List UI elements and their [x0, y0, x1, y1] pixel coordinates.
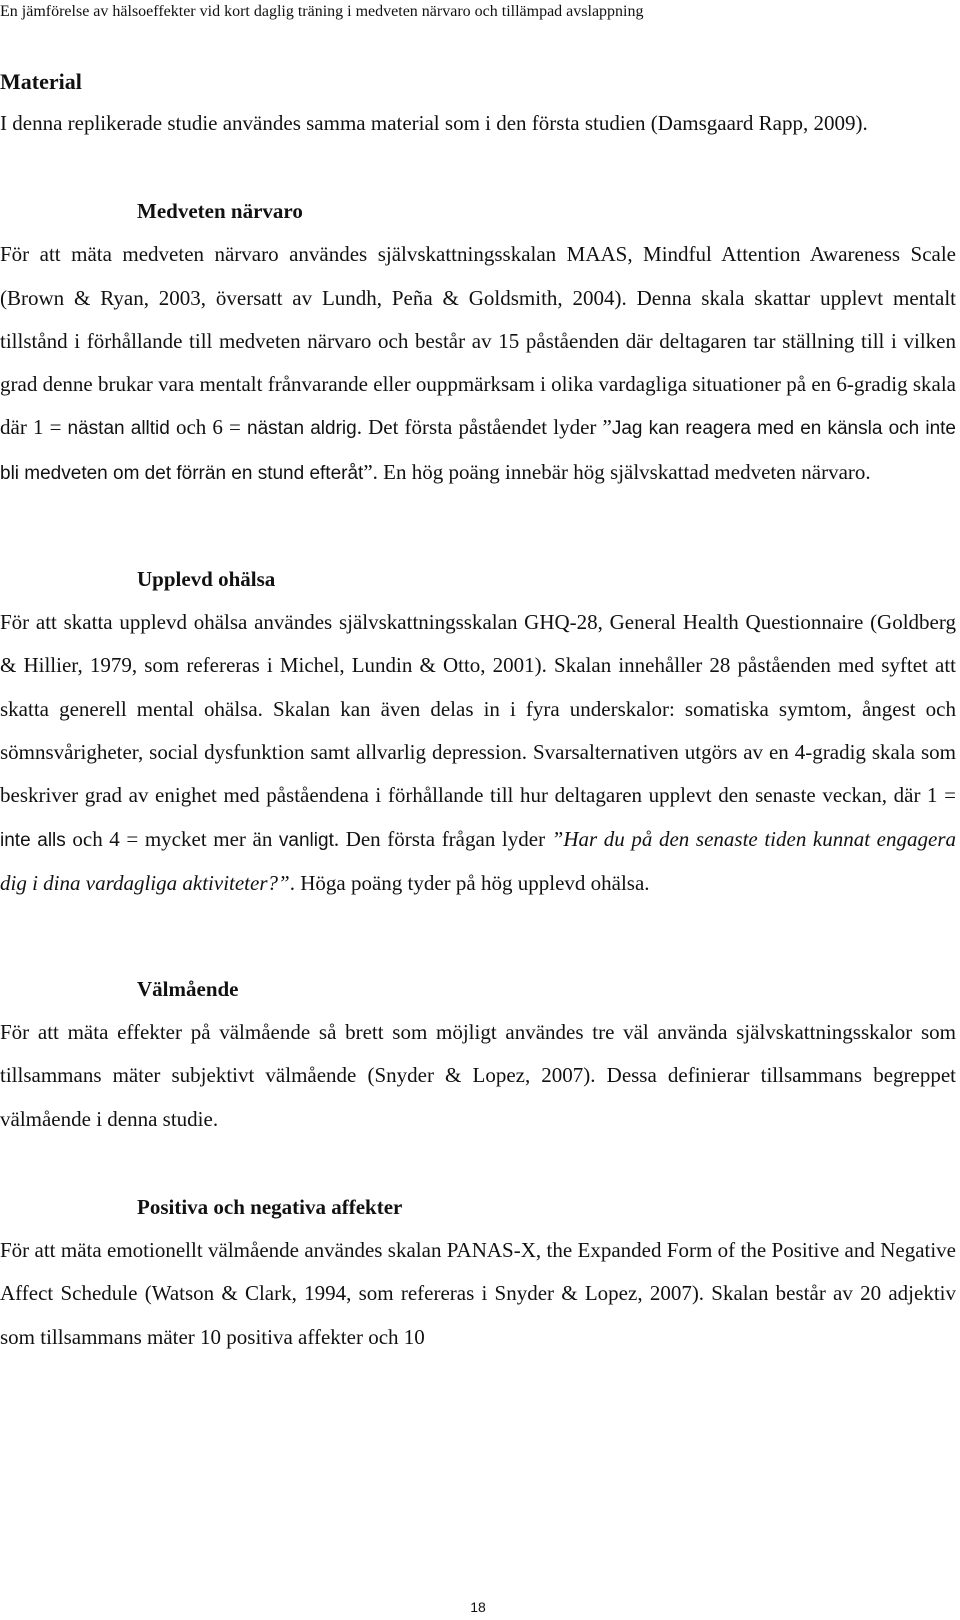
section-heading-mindfulness: Medveten närvaro — [137, 199, 303, 224]
section-heading-affect: Positiva och negativa affekter — [137, 1195, 403, 1220]
text-run: ”. En hög poäng innebär hög självskattad medveten närvaro. — [363, 459, 871, 484]
paragraph-affect: För att mäta emotionellt välmående användes skalan PANAS-X, the Expanded Form of the Positive and Negative Affect Schedule (Watson & Clark, 1994, som refereras i Snyder & Lopez, 2007). Skalan består av 20 adjektiv som tillsammans mäter 10 positiva affekter och 10 — [0, 1238, 956, 1349]
scale-anchor-text: nästan alltid — [67, 418, 170, 440]
section-heading-illhealth: Upplevd ohälsa — [137, 567, 276, 592]
paragraph-illhealth — [0, 601, 956, 905]
text-run: . Den första frågan lyder — [333, 826, 552, 851]
text-run: För att mäta medveten närvaro användes självskattningsskalan MAAS, Mindful Attention Awareness Scale (Brown & Ryan, 2003, översatt av Lundh, Peña & Goldsmith, 2004). Denna skala skattar upplevt mentalt tillstånd i förhållande till medveten närvaro och består av 15 påståenden där deltagaren tar ställning till i vilken grad denne brukar vara mentalt frånvarande eller ouppmärksam i olika vardagliga situationer på en 6-gradig skala där 1 = — [0, 242, 956, 440]
section-illhealth — [0, 557, 956, 905]
document-body — [0, 62, 956, 1359]
section-material — [0, 62, 956, 145]
section-wellbeing — [0, 967, 956, 1141]
page-number: 18 — [470, 1599, 486, 1615]
quoted-item-text: at engagera dig i dina vardagliga aktiviteter?” — [0, 826, 956, 895]
paragraph-material: I denna replikerade studie användes samma material som i den första studien (Damsgaard Rapp, 2009). — [0, 111, 868, 135]
quoted-item-text: Jag kan reagera med en känsla och inte bli medveten om det förrän en stund efteråt — [0, 418, 956, 484]
section-affect — [0, 1185, 956, 1359]
scale-anchor-text: nästan aldrig — [247, 418, 357, 440]
quoted-item-text: ”Har du på den senaste tiden kunn — [551, 826, 854, 851]
text-run: . Det första påståendet lyder ” — [356, 415, 612, 440]
scale-anchor-text: vanligt — [278, 829, 334, 851]
paragraph-wellbeing: För att mäta effekter på välmående så brett som möjligt användes tre väl använda självskattningsskalor som tillsammans mäter subjektivt välmående (Snyder & Lopez, 2007). Dessa definierar tillsammans begreppet välmående i denna studie. — [0, 1020, 956, 1131]
paragraph-mindfulness — [0, 233, 956, 495]
section-heading-wellbeing: Välmående — [137, 977, 239, 1002]
text-run: och 4 = mycket mer än — [65, 826, 279, 851]
section-mindfulness — [0, 189, 956, 495]
running-header: En jämförelse av hälsoeffekter vid kort daglig träning i medveten närvaro och tillämpad avslappning — [0, 3, 644, 20]
section-heading-material: Material — [0, 69, 82, 94]
text-run: . Höga poäng tyder på hög upplevd ohälsa. — [289, 870, 650, 895]
text-run: och 6 = — [169, 415, 248, 440]
text-run: För att skatta upplevd ohälsa användes självskattningsskalan GHQ-28, General Health Questionnaire (Goldberg & Hillier, 1979, som refereras i Michel, Lundin & Otto, 2001). Skalan innehåller 28 påståenden med syftet att skatta generell mental ohälsa. Skalan kan även delas in i fyra underskalor: somatiska symtom, ångest och sömnsvårigheter, social dysfunktion samt allvarlig depression. Svarsalternativen utgörs av en 4-gradig skala som beskriver grad av enighet med påståendena i förhållande till hur deltagaren upplevt den senaste veckan, där 1 = — [0, 610, 956, 808]
scale-anchor-text: inte alls — [0, 829, 66, 851]
